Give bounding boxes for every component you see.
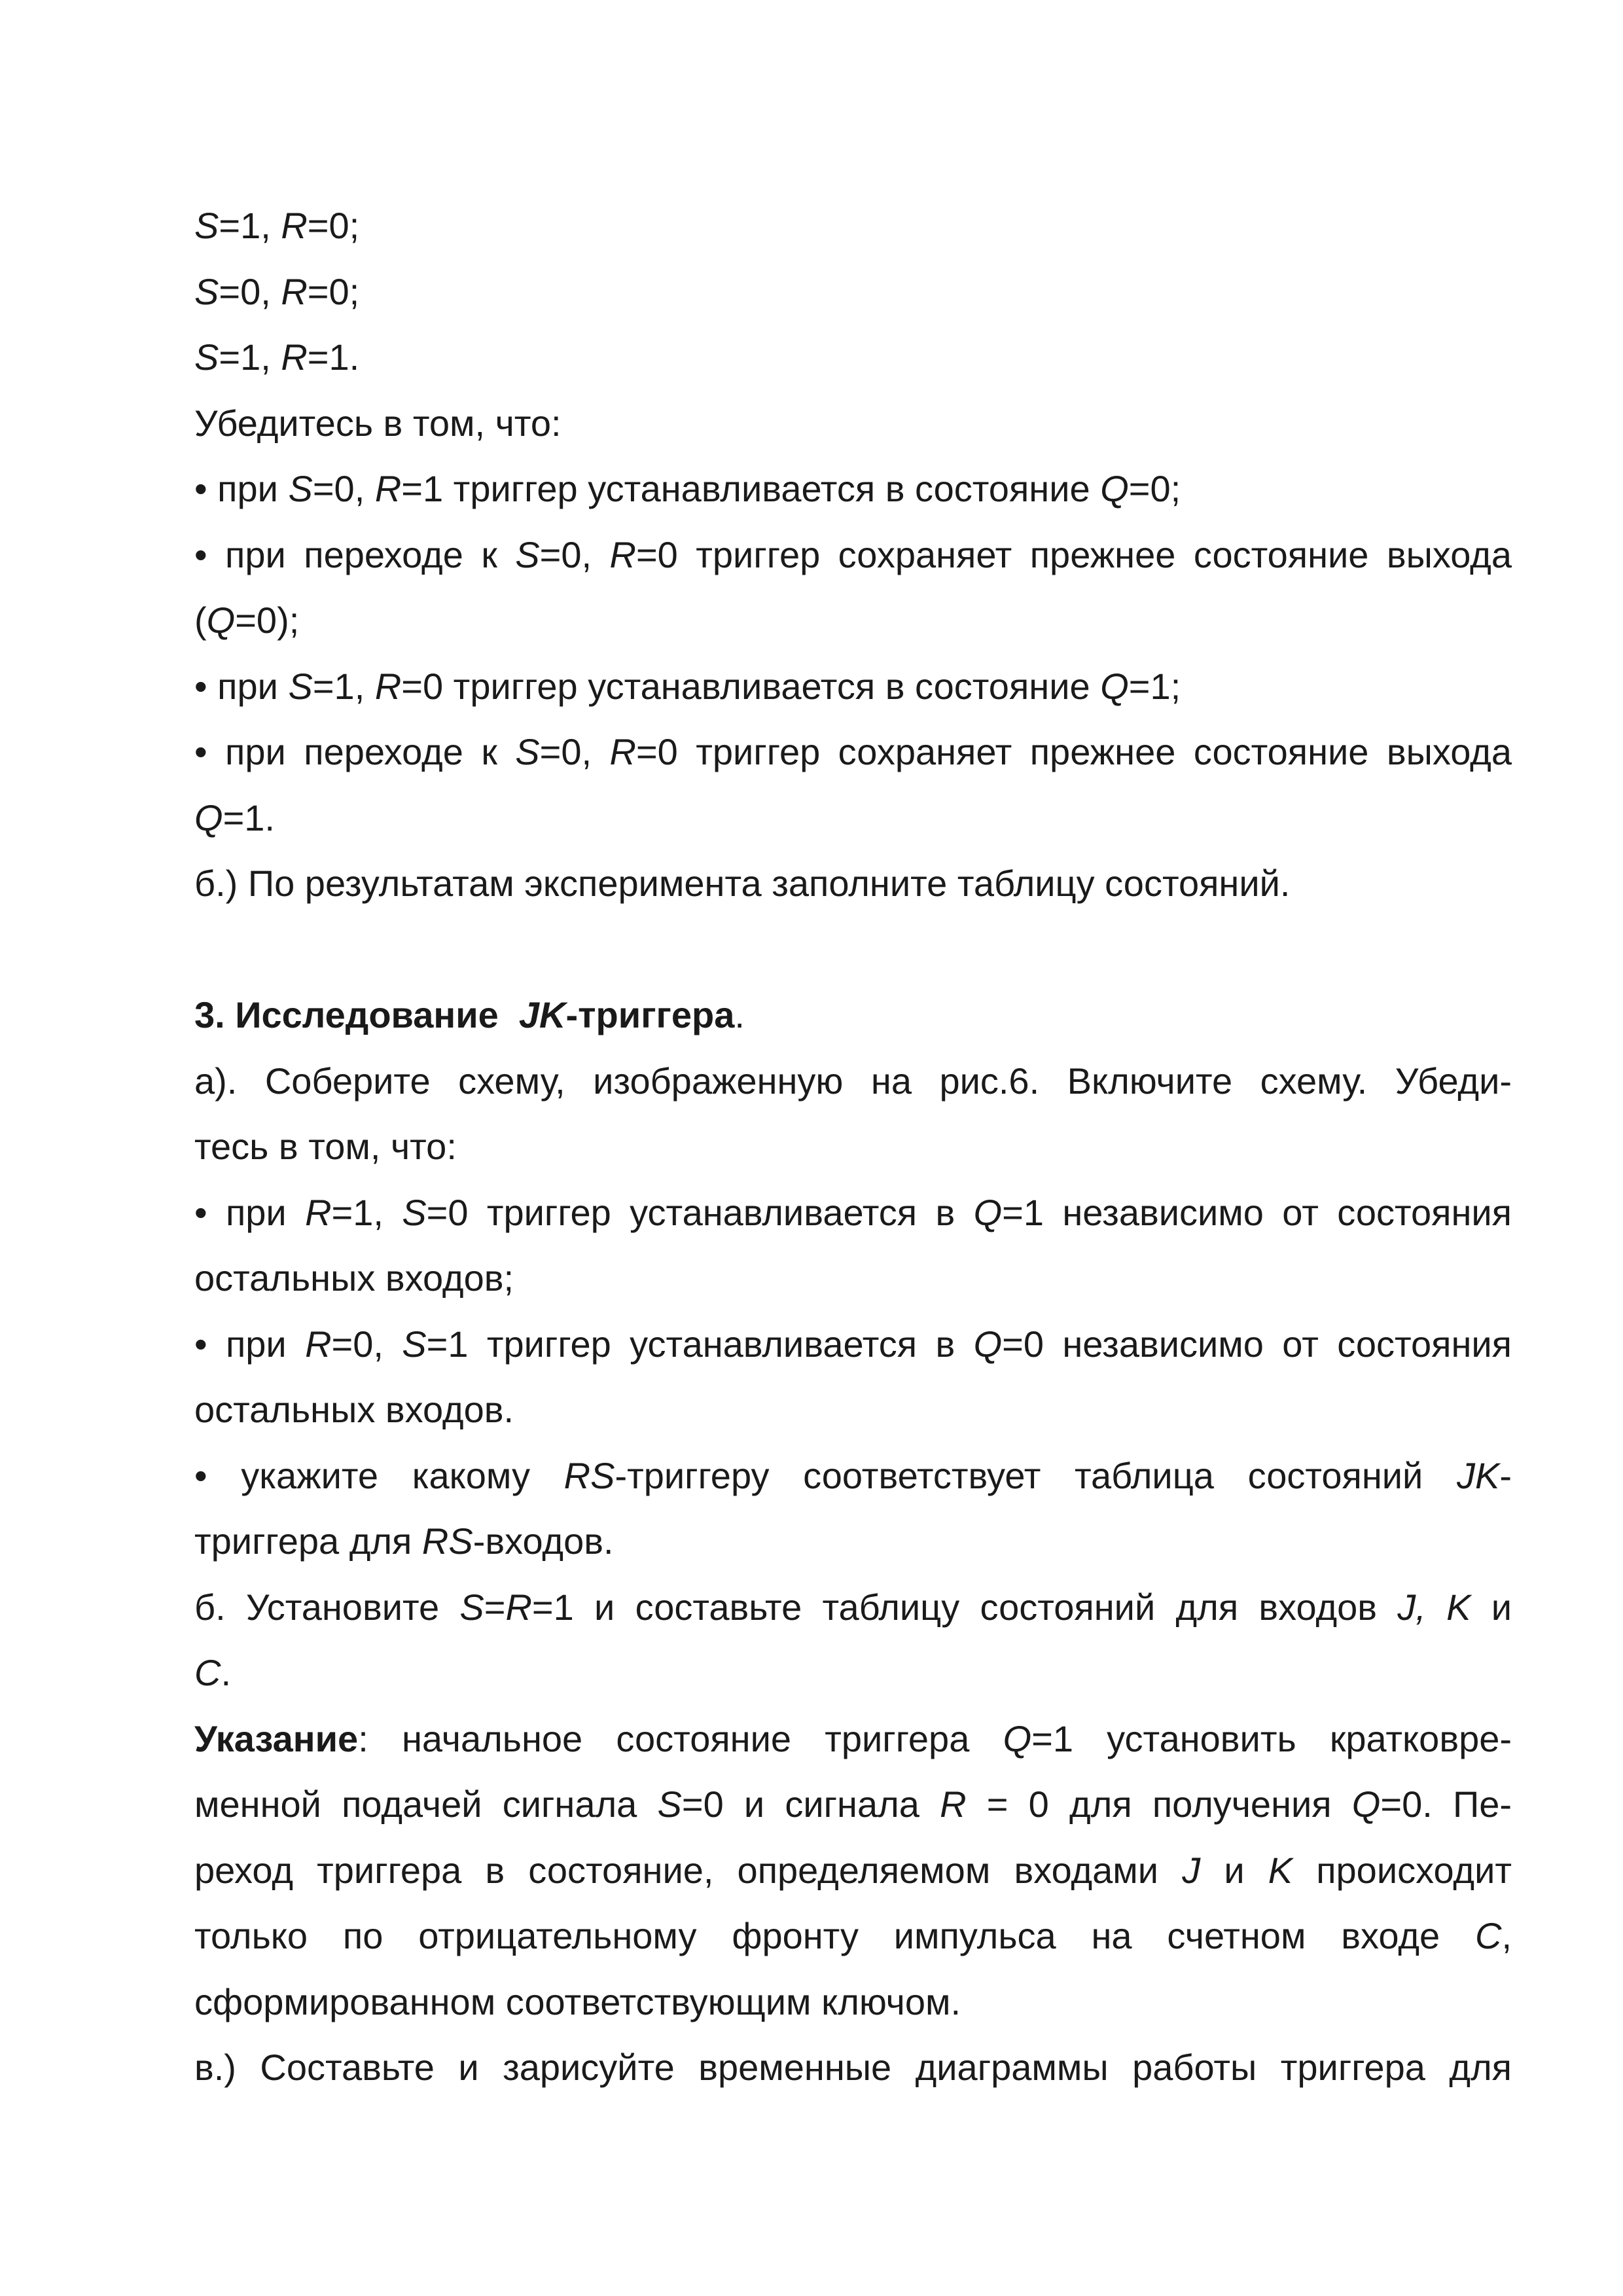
text-line [194, 2035, 1512, 2101]
text-segment: =1; [1128, 665, 1181, 707]
text-segment: • при [194, 665, 289, 707]
text-segment: R [374, 468, 402, 509]
text-segment: R [374, 665, 402, 707]
text-segment: S [288, 468, 313, 509]
text-line [194, 456, 1512, 522]
text-segment: RS [421, 1520, 473, 1562]
text-segment: =1, [219, 205, 281, 246]
text-line [194, 259, 1512, 325]
text-segment: S [515, 731, 540, 772]
text-segment: =1, [219, 336, 281, 378]
text-segment: б. Установите [194, 1586, 460, 1628]
text-segment: менной подачей сигнала [194, 1784, 658, 1825]
text-segment: =0 триггер устанавливается в состояние [401, 665, 1101, 707]
text-line [194, 1312, 1512, 1378]
text-segment: . [734, 994, 745, 1035]
text-segment: R [281, 336, 308, 378]
text-segment: только по отрицательному фронту импульса на счетном входе [194, 1915, 1475, 1956]
text-segment: =1 триггер устанавливается в [426, 1323, 974, 1365]
text-segment: б.) По результатам эксперимента заполните таблицу состояний. [194, 863, 1291, 904]
text-segment: J, K [1397, 1586, 1471, 1628]
text-segment: S [194, 336, 219, 378]
text-segment: R [940, 1784, 967, 1825]
text-segment: =1, [331, 1191, 402, 1233]
text-segment: , [1501, 1915, 1512, 1956]
text-segment: = 0 для получения [966, 1784, 1352, 1825]
text-segment: и [1200, 1849, 1268, 1891]
text-segment: =0 триггер сохраняет прежнее состояние выхода [635, 731, 1512, 772]
text-segment: Q [973, 1191, 1003, 1233]
text-segment: -триггеру соответствует таблица состояний [615, 1454, 1457, 1496]
text-line [194, 1903, 1512, 1969]
text-segment: триггера для [194, 1520, 422, 1562]
text-line [194, 1838, 1512, 1904]
text-segment: S [657, 1784, 682, 1825]
text-line [194, 193, 1512, 259]
text-segment: R [281, 205, 308, 246]
text-segment: JK [1457, 1454, 1500, 1496]
text-segment: =1. [223, 797, 275, 838]
text-segment: =0 триггер сохраняет прежнее состояние выхода [635, 533, 1512, 575]
text-segment: Q [1100, 468, 1129, 509]
text-segment: =0 триггер устанавливается в [426, 1191, 974, 1233]
text-line [194, 1575, 1512, 1641]
text-segment: =0, [312, 468, 375, 509]
text-segment: =0, [219, 270, 281, 312]
text-segment: R [281, 270, 308, 312]
text-segment: Q [1003, 1717, 1032, 1759]
text-segment: -триггера [565, 994, 735, 1035]
text-segment: Q [206, 600, 236, 641]
text-segment: - [1499, 1454, 1512, 1496]
text-segment: : начальное состояние триггера [358, 1717, 1003, 1759]
text-segment: =0, [539, 731, 610, 772]
text-segment: S [402, 1191, 427, 1233]
text-segment: =0, [331, 1323, 402, 1365]
text-segment: K [1268, 1849, 1293, 1891]
text-segment: S [515, 533, 540, 575]
text-segment: S [288, 665, 313, 707]
text-segment: =0; [307, 205, 360, 246]
text-segment: 3. Исследование [194, 994, 519, 1035]
text-segment: • при [194, 1323, 306, 1365]
text-segment: Убедитесь в том, что: [194, 402, 562, 444]
blank-line [194, 917, 1512, 983]
text-line [194, 1114, 1512, 1180]
text-line [194, 391, 1512, 457]
text-segment: =1. [307, 336, 360, 378]
text-line [194, 1377, 1512, 1443]
text-segment: остальных входов. [194, 1389, 514, 1430]
text-segment: S [459, 1586, 484, 1628]
text-segment: S [402, 1323, 427, 1365]
text-segment: R [305, 1323, 332, 1365]
text-segment: C [1474, 1915, 1502, 1956]
text-line [194, 1509, 1512, 1575]
text-segment: Указание [194, 1717, 359, 1759]
text-segment: реход триггера в состояние, определяемом входами [194, 1849, 1183, 1891]
text-segment: C [194, 1652, 221, 1693]
text-segment: в.) Составьте и зарисуйте временные диаграммы работы триггера для [194, 2047, 1512, 2088]
text-line [194, 1772, 1512, 1838]
text-line [194, 785, 1512, 852]
text-segment: • при переходе к [194, 731, 516, 772]
text-line [194, 1246, 1512, 1312]
text-line [194, 1443, 1512, 1509]
text-segment: =0, [539, 533, 610, 575]
text-segment: ( [194, 600, 207, 641]
text-segment: J [1182, 1849, 1201, 1891]
text-segment: =1 триггер устанавливается в состояние [401, 468, 1101, 509]
text-segment: =0. Пе- [1380, 1784, 1512, 1825]
text-segment: сформированном соответствующим ключом. [194, 1981, 961, 2022]
text-segment: . [221, 1652, 232, 1693]
text-line [194, 325, 1512, 391]
text-line [194, 1706, 1512, 1772]
document-page [194, 193, 1512, 2101]
text-segment: =0; [1128, 468, 1181, 509]
text-segment: =0 и сигнала [681, 1784, 940, 1825]
text-segment: Q [1351, 1784, 1381, 1825]
text-segment: и [1471, 1586, 1512, 1628]
text-segment: S [194, 270, 219, 312]
text-segment: • при переходе к [194, 533, 516, 575]
text-segment: • при [194, 468, 289, 509]
text-segment: Q [1100, 665, 1129, 707]
text-segment: =1 и составьте таблицу состояний для входов [531, 1586, 1398, 1628]
text-line [194, 851, 1512, 917]
text-segment: остальных входов; [194, 1257, 514, 1299]
text-segment: происходит [1293, 1849, 1512, 1891]
text-segment: -входов. [473, 1520, 614, 1562]
text-segment: = [484, 1586, 506, 1628]
text-line [194, 719, 1512, 785]
text-segment: тесь в том, что: [194, 1126, 457, 1167]
text-segment: R [609, 533, 636, 575]
text-line [194, 1969, 1512, 2036]
text-segment: =0); [235, 600, 300, 641]
text-segment: S [194, 205, 219, 246]
text-segment: =1, [312, 665, 375, 707]
text-line [194, 522, 1512, 588]
text-segment: R [305, 1191, 332, 1233]
text-line [194, 654, 1512, 720]
text-segment: а). Соберите схему, изображенную на рис.6. Включите схему. Убеди- [194, 1060, 1512, 1102]
text-segment: Q [973, 1323, 1003, 1365]
text-segment: =0 независимо от состояния [1002, 1323, 1512, 1365]
text-segment: =1 независимо от состояния [1002, 1191, 1512, 1233]
text-line [194, 588, 1512, 654]
text-segment: JK [518, 994, 566, 1035]
text-segment: Q [194, 797, 223, 838]
text-segment: =0; [307, 270, 360, 312]
text-line [194, 1049, 1512, 1115]
text-line [194, 1180, 1512, 1246]
text-segment: =1 установить кратковре- [1031, 1717, 1512, 1759]
text-segment: R [609, 731, 636, 772]
text-line [194, 982, 1512, 1049]
text-segment: R [505, 1586, 532, 1628]
text-segment: • укажите какому [194, 1454, 564, 1496]
text-line [194, 1640, 1512, 1706]
text-segment: • при [194, 1191, 306, 1233]
text-segment: RS [563, 1454, 615, 1496]
